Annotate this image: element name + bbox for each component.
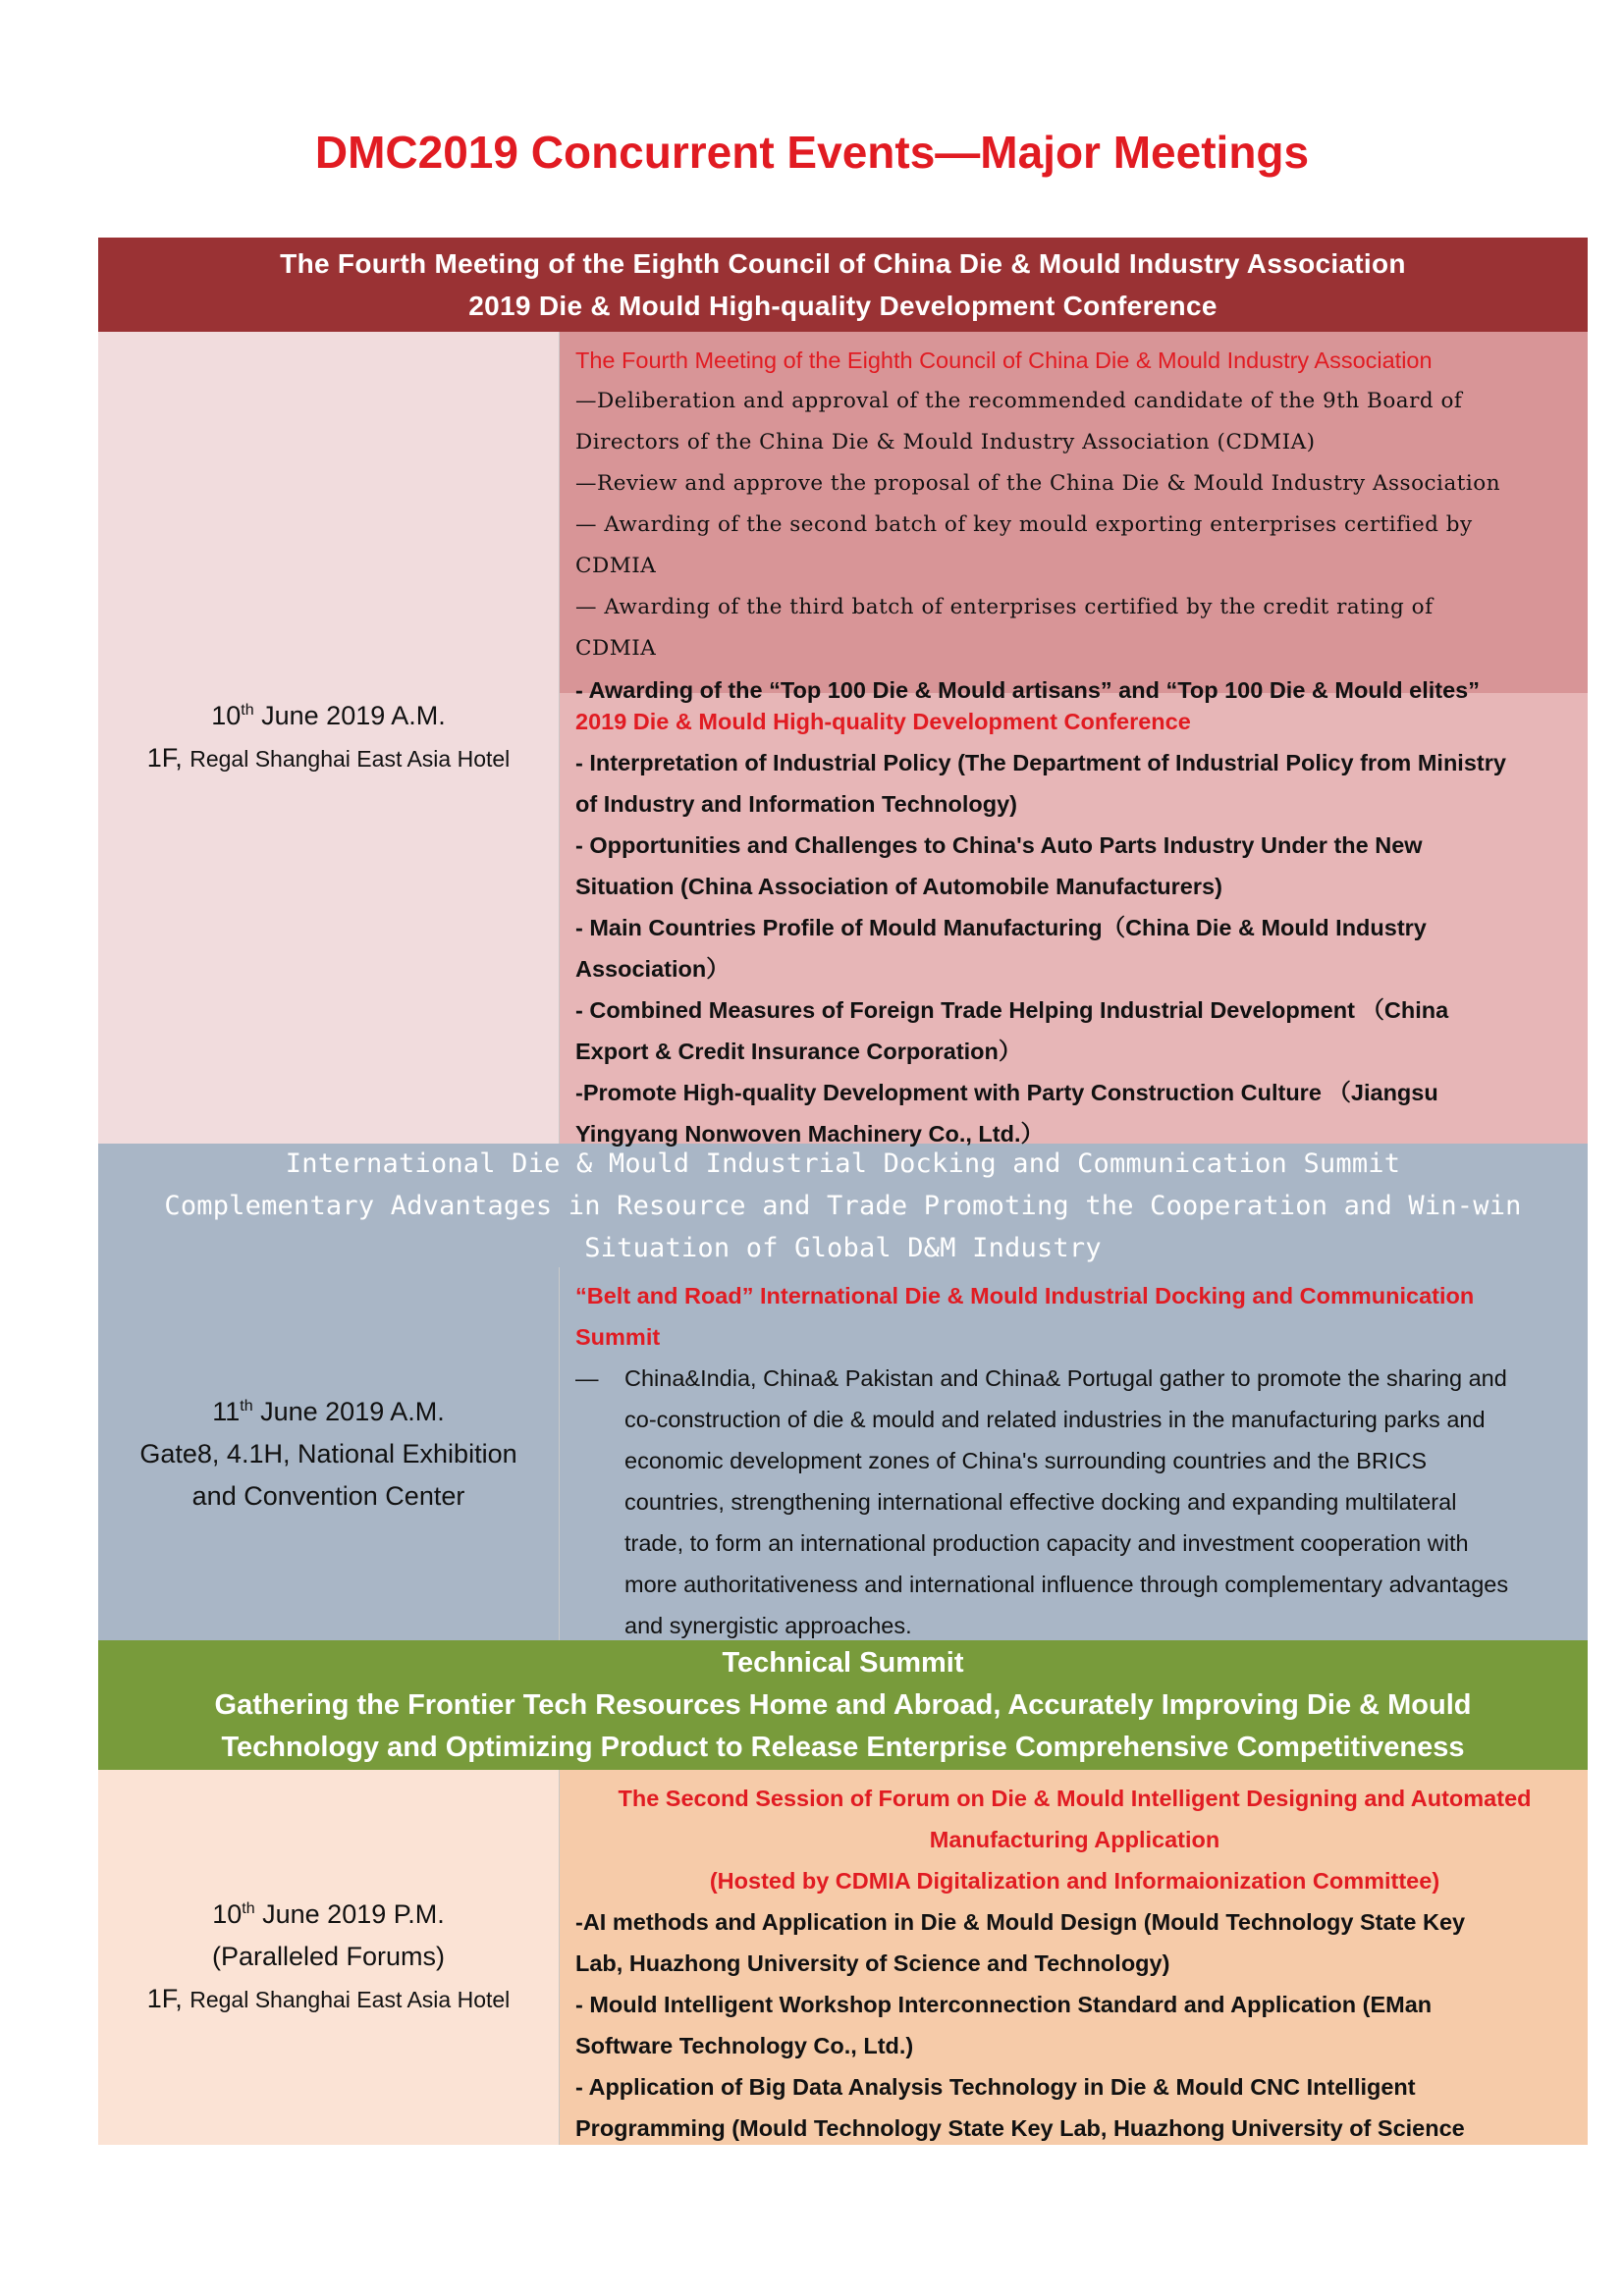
agenda-line: of Industry and Information Technology): [575, 791, 1017, 817]
agenda-line: CDMIA: [575, 554, 657, 578]
agenda-line: - Application of Big Data Analysis Technology in Die & Mould CNC Intelligent: [575, 2074, 1416, 2100]
section-1-row: [98, 332, 1588, 1147]
section-1-agenda: [560, 332, 1588, 1147]
agenda-line: - Main Countries Profile of Mould Manufacturing（China Die & Mould Industry: [575, 915, 1427, 940]
banner-line: Complementary Advantages in Resource and Trade Promoting the Cooperation and Win-win: [164, 1190, 1522, 1221]
event-venue: 1F, Regal Shanghai East Asia Hotel: [146, 1984, 511, 2013]
section-1-date-venue: [98, 332, 560, 1144]
agenda-line: - Interpretation of Industrial Policy (The Department of Industrial Policy from Ministry: [575, 750, 1506, 775]
agenda-line: - Mould Intelligent Workshop Interconnection Standard and Application (EMan: [575, 1992, 1433, 2017]
agenda-line: — Awarding of the third batch of enterprises certified by the credit rating of: [575, 595, 1434, 619]
section-2-date-venue: [98, 1267, 560, 1640]
agenda-line: —Review and approve the proposal of the China Die & Mould Industry Association: [575, 471, 1501, 496]
conference-block: [560, 693, 1588, 1147]
summit-description: [575, 1358, 1574, 1646]
agenda-line: Directors of the China Die & Mould Industry Association (CDMIA): [575, 430, 1316, 454]
description-line: trade, to form an international production capacity and investment cooperation with: [624, 1530, 1469, 1556]
event-date: 10th June 2019 A.M.: [211, 701, 446, 730]
description-line: more authoritativeness and international influence through complementary advantages: [624, 1572, 1509, 1597]
agenda-line: Lab, Huazhong University of Science and Technology): [575, 1950, 1170, 1976]
block-heading: (Hosted by CDMIA Digitalization and Informaionization Committee): [709, 1868, 1440, 1894]
agenda-line: Association）: [575, 956, 730, 982]
section-2-row: [98, 1267, 1588, 1640]
agenda-line: Export & Credit Insurance Corporation）: [575, 1039, 1022, 1064]
summit-block: [560, 1267, 1588, 1640]
agenda-line: - Opportunities and Challenges to China's Auto Parts Industry Under the New: [575, 832, 1423, 858]
paralleled-forums-label: (Paralleled Forums): [211, 1942, 446, 1971]
description-line: China&India, China& Pakistan and China& Portugal gather to promote the sharing and: [624, 1365, 1507, 1391]
block-heading: “Belt and Road” International Die & Mould Industrial Docking and Communication: [575, 1283, 1475, 1308]
block-heading: Summit: [575, 1324, 661, 1350]
section-3-date-venue: [98, 1770, 560, 2145]
dash-bullet: —: [575, 1365, 599, 1391]
agenda-line: Programming (Mould Technology State Key Lab, Huazhong University of Science: [575, 2115, 1465, 2141]
description-line: countries, strengthening international effective docking and expanding multilateral: [624, 1489, 1457, 1515]
block-heading: Manufacturing Application: [929, 1827, 1220, 1852]
block-heading: 2019 Die & Mould High-quality Development Conference: [575, 709, 1191, 734]
agenda-line: CDMIA: [575, 636, 657, 661]
banner-line: Technical Summit: [722, 1646, 964, 1679]
section-1-banner: [98, 238, 1588, 332]
section-3-agenda: [560, 1770, 1588, 2145]
event-venue: and Convention Center: [191, 1480, 465, 1511]
section-3-banner: [98, 1640, 1588, 1770]
section-3-row: [98, 1770, 1588, 2145]
section-2-agenda: [560, 1267, 1588, 1640]
agenda-line: - Awarding of the “Top 100 Die & Mould artisans” and “Top 100 Die & Mould elites”: [575, 677, 1480, 703]
forum-block: [560, 1770, 1588, 2145]
agenda-line: — Awarding of the second batch of key mould exporting enterprises certified by: [575, 512, 1473, 537]
block-heading: The Second Session of Forum on Die & Mould Intelligent Designing and Automated: [618, 1786, 1532, 1811]
banner-line: International Die & Mould Industrial Docking and Communication Summit: [285, 1148, 1401, 1179]
agenda-line: -AI methods and Application in Die & Mould Design (Mould Technology State Key: [575, 1909, 1466, 1935]
banner-line: 2019 Die & Mould High-quality Development Conference: [468, 291, 1218, 321]
description-line: co-construction of die & mould and related industries in the manufacturing parks and: [624, 1407, 1486, 1432]
council-meeting-block: [560, 332, 1588, 703]
block-heading: The Fourth Meeting of the Eighth Council of China Die & Mould Industry Association: [575, 347, 1433, 373]
banner-line: The Fourth Meeting of the Eighth Council of China Die & Mould Industry Association: [280, 248, 1406, 279]
banner-line: Technology and Optimizing Product to Release Enterprise Comprehensive Competitiveness: [221, 1731, 1465, 1763]
event-venue: 1F, Regal Shanghai East Asia Hotel: [146, 743, 511, 773]
agenda-line: Software Technology Co., Ltd.): [575, 2033, 914, 2058]
description-line: and synergistic approaches.: [624, 1613, 912, 1638]
agenda-line: Situation (China Association of Automobile Manufacturers): [575, 874, 1222, 899]
page-title: DMC2019 Concurrent Events—Major Meetings: [314, 127, 1310, 178]
description-line: economic development zones of China's surrounding countries and the BRICS: [624, 1448, 1428, 1473]
agenda-line: —Deliberation and approval of the recommended candidate of the 9th Board of: [575, 389, 1463, 413]
event-date: 11th June 2019 A.M.: [212, 1396, 445, 1426]
event-date: 10th June 2019 P.M.: [212, 1899, 445, 1929]
event-venue: Gate8, 4.1H, National Exhibition: [139, 1438, 517, 1468]
banner-line: Situation of Global D&M Industry: [584, 1232, 1102, 1263]
meetings-table: [98, 238, 1588, 2145]
agenda-line: -Promote High-quality Development with Party Construction Culture （Jiangsu: [575, 1080, 1438, 1105]
agenda-line: Yingyang Nonwoven Machinery Co., Ltd.）: [575, 1121, 1044, 1147]
agenda-line: - Combined Measures of Foreign Trade Helping Industrial Development （China: [575, 997, 1449, 1023]
section-2-banner: [98, 1144, 1588, 1267]
banner-line: Gathering the Frontier Tech Resources Home and Abroad, Accurately Improving Die & Mould: [214, 1688, 1472, 1721]
